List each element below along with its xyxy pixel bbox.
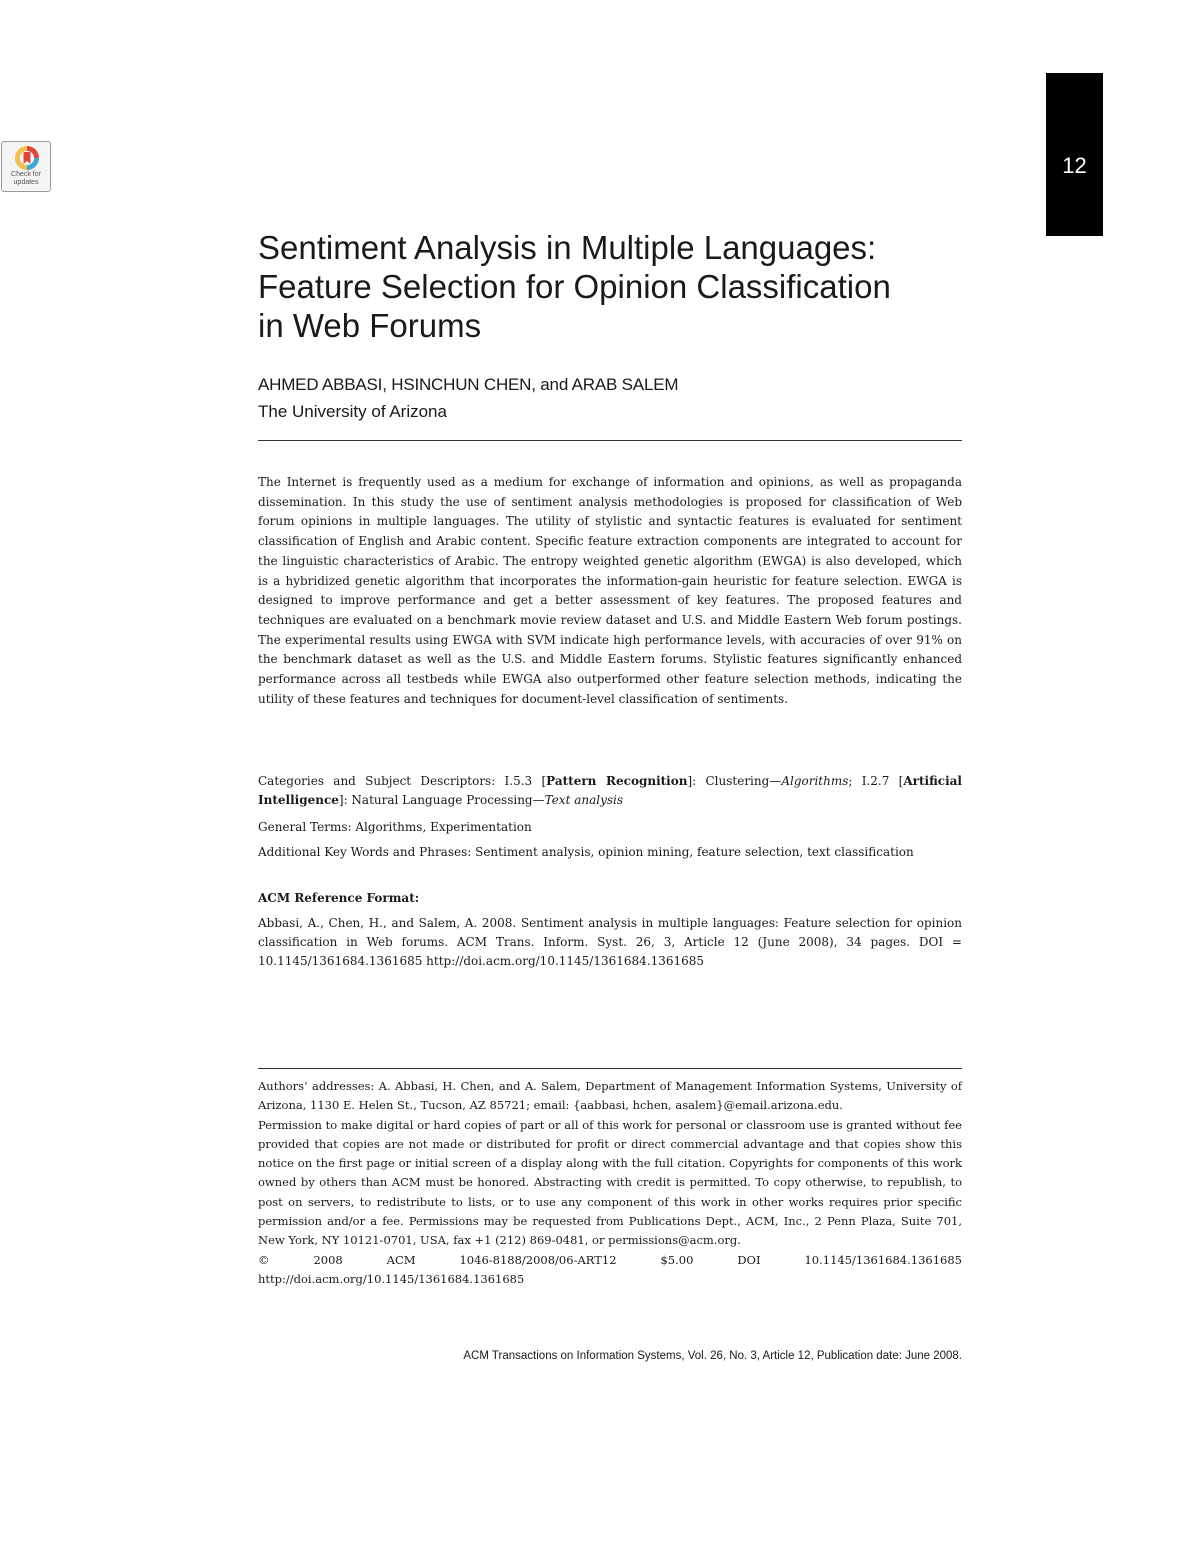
category-term-artificial-intelligence: Artificial Intelligence (258, 774, 962, 807)
acm-reference-text: Abbasi, A., Chen, H., and Salem, A. 2008. Sentiment analysis in multiple languages: Feature selection for opinion classification in Web forums. ACM Trans. Inform. Syst. 26, 3, Article 12 (June 2008), 34 pages. DOI = 10.1145/1361684.1361685 http://doi.acm.org/10.1145/1361684.1361685 (258, 916, 962, 968)
header-divider (258, 440, 962, 441)
journal-footer: ACM Transactions on Information Systems, Vol. 26, No. 3, Article 12, Publication date: June 2008. (463, 1350, 962, 1362)
categories-mid-1: ]: Clustering— (687, 774, 782, 788)
affiliation: The University of Arizona (258, 402, 447, 421)
title-line-2: Feature Selection for Opinion Classification (258, 268, 891, 305)
article-number: 12 (1062, 153, 1087, 178)
footnote-block (258, 1077, 962, 1289)
acm-reference-heading: ACM Reference Format: (258, 891, 420, 905)
category-italic-text-analysis: Text analysis (544, 793, 624, 807)
category-term-pattern-recognition: Pattern Recognition (546, 774, 688, 788)
categories-mid-2: ; I.2.7 [ (848, 774, 904, 788)
copyright-line: © 2008 ACM 1046-8188/2008/06-ART12 $5.00 DOI 10.1145/1361684.1361685 http://doi.acm.org/10.1145/1361684.1361685 (258, 1252, 962, 1286)
categories-mid-3: ]: Natural Language Processing— (338, 793, 545, 807)
title-line-3: in Web Forums (258, 307, 482, 344)
keywords: Additional Key Words and Phrases: Sentiment analysis, opinion mining, feature selection, text classification (258, 845, 914, 859)
permission-notice: Permission to make digital or hard copies of part or all of this work for personal or classroom use is granted without fee provided that copies are not made or distributed for profit or direct commercial advantage and that copies show this notice on the first page or initial screen of a display along with the full citation. Copyrights for components of this work owned by others than ACM must be honored. Abstracting with credit is permitted. To copy otherwise, to republish, to post on servers, to redistribute to lists, or to use any component of this work in other works requires prior specific permission and/or a fee. Permissions may be requested from Publications Dept., ACM, Inc., 2 Penn Plaza, Suite 701, New York, NY 10121-0701, USA, fax +1 (212) 869-0481, or permissions@acm.org. (258, 1117, 962, 1248)
categories-descriptors (258, 772, 962, 810)
abstract: The Internet is frequently used as a medium for exchange of information and opinions, as well as propaganda dissemination. In this study the use of sentiment analysis methodologies is proposed for classification of Web forum opinions in multiple languages. The utility of stylistic and syntactic features is evaluated for sentiment classification of English and Arabic content. Specific feature extraction components are integrated to account for the linguistic characteristics of Arabic. The entropy weighted genetic algorithm (EWGA) is also developed, which is a hybridized genetic algorithm that incorporates the information-gain heuristic for feature selection. EWGA is designed to improve performance and get a better assessment of key features. The proposed features and techniques are evaluated on a benchmark movie review dataset and U.S. and Middle Eastern Web forum postings. The experimental results using EWGA with SVM indicate high performance levels, with accuracies of over 91% on the benchmark dataset as well as the U.S. and Middle Eastern forums. Stylistic features significantly enhanced performance across all testbeds while EWGA also outperformed other feature selection methods, indicating the utility of these features and techniques for document-level classification of sentiments. (258, 475, 962, 706)
general-terms: General Terms: Algorithms, Experimentation (258, 820, 532, 834)
article-number-tab (1046, 73, 1103, 236)
crossmark-label: Check for updates (11, 171, 41, 186)
categories-prefix: Categories and Subject Descriptors: I.5.3 [ (258, 774, 547, 788)
category-italic-algorithms: Algorithms (781, 774, 849, 788)
title-line-1: Sentiment Analysis in Multiple Languages: (258, 229, 877, 266)
author-list: AHMED ABBASI, HSINCHUN CHEN, and ARAB SALEM (258, 375, 679, 394)
paper-title (258, 228, 998, 345)
crossmark-icon (14, 145, 40, 171)
check-for-updates-badge[interactable] (1, 141, 51, 192)
author-addresses: Authors’ addresses: A. Abbasi, H. Chen, and A. Salem, Department of Management Information Systems, University of Arizona, 1130 E. Helen St., Tucson, AZ 85721; email: {aabbasi, hchen, asalem}@email.arizona.edu. (258, 1079, 962, 1113)
footnote-divider (258, 1068, 962, 1069)
